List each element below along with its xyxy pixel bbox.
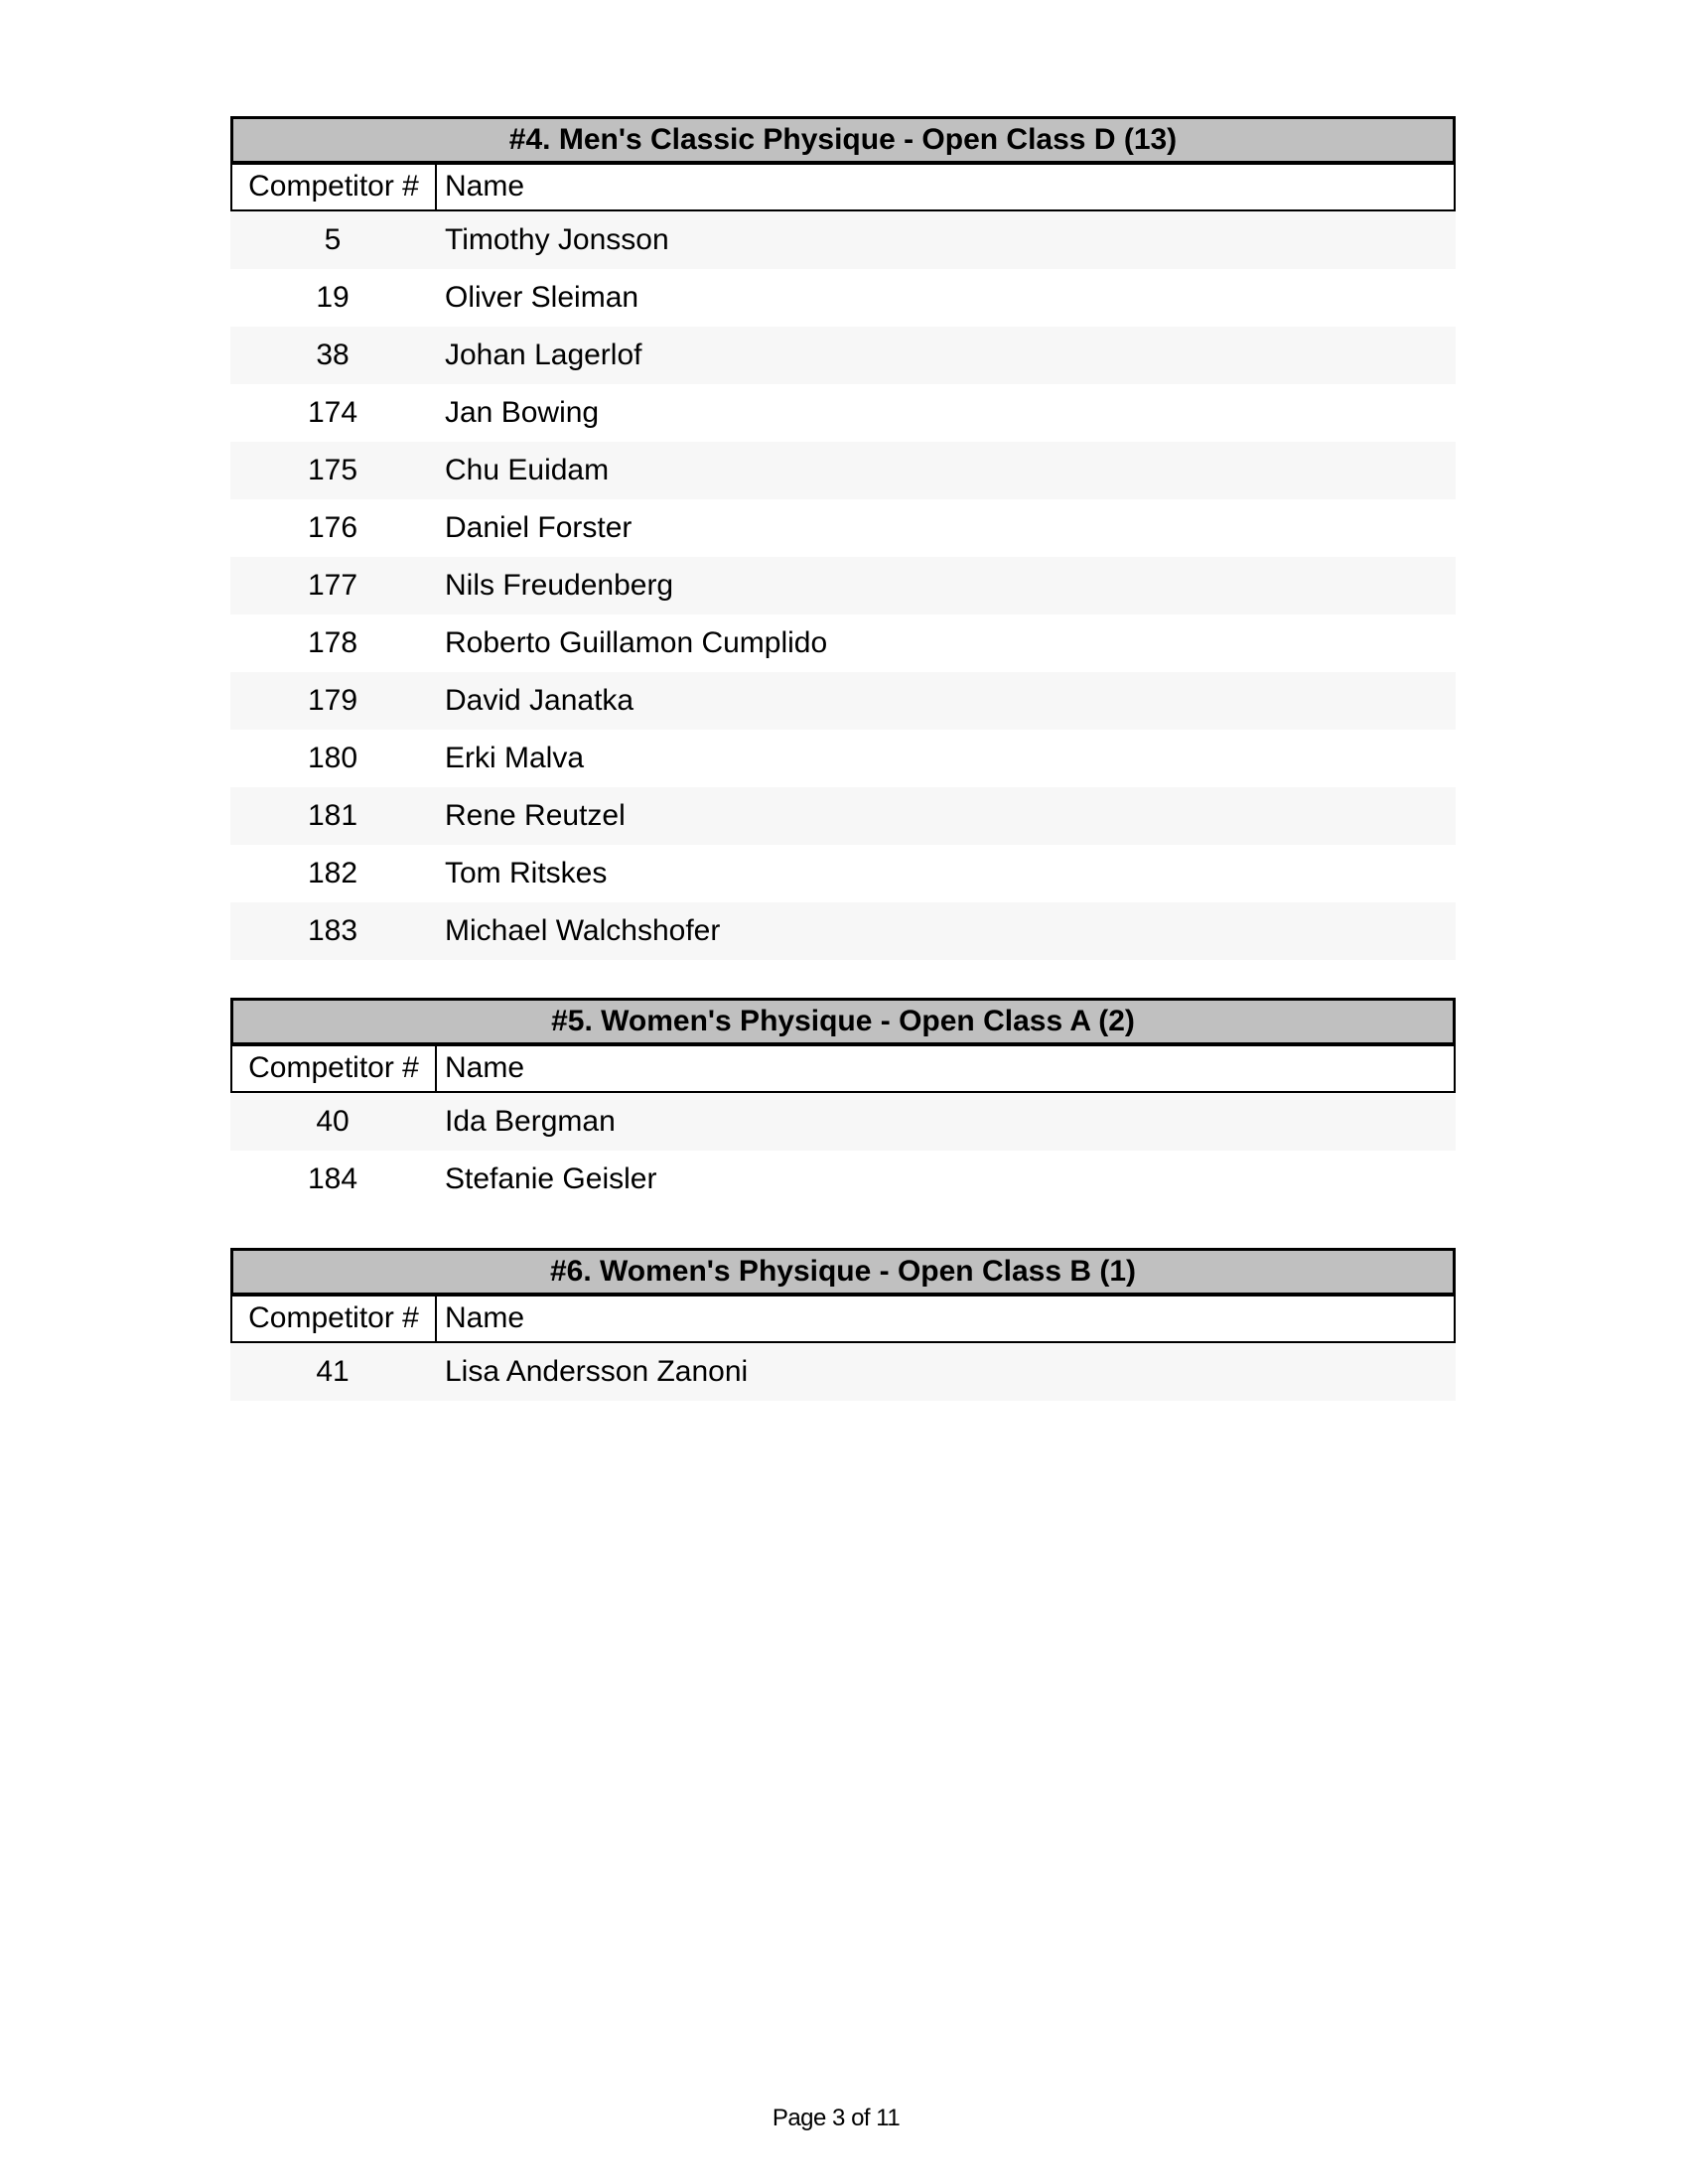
competitor-number: 184	[307, 1162, 358, 1195]
column-header-competitor-number: Competitor #	[232, 1297, 437, 1341]
competitor-number: 179	[307, 684, 358, 717]
competitor-number: 178	[307, 626, 358, 659]
competitor-name: Jan Bowing	[445, 396, 600, 429]
competitor-name: Stefanie Geisler	[445, 1162, 657, 1195]
competitor-name: Oliver Sleiman	[445, 281, 639, 314]
competitor-name: Erki Malva	[445, 742, 585, 774]
table-row	[230, 211, 1456, 269]
competitor-number: 41	[316, 1355, 350, 1388]
table-row	[230, 730, 1456, 787]
competitor-number: 181	[307, 799, 358, 832]
column-header-row	[230, 1046, 1456, 1093]
page-number: Page 3 of 11	[772, 2105, 901, 2131]
table-row	[230, 557, 1456, 614]
competitor-number: 176	[307, 511, 358, 544]
competitor-number: 177	[307, 569, 358, 602]
competitor-name: Nils Freudenberg	[445, 569, 674, 602]
competitor-name: Tom Ritskes	[445, 857, 608, 889]
competitor-name: Johan Lagerlof	[445, 339, 642, 371]
table-row	[230, 614, 1456, 672]
column-header-row	[230, 1297, 1456, 1343]
column-header-row	[230, 165, 1456, 211]
competitor-name: Timothy Jonsson	[445, 223, 669, 256]
competitor-name: David Janatka	[445, 684, 634, 717]
competitor-name: Rene Reutzel	[445, 799, 626, 832]
table-row	[230, 902, 1456, 960]
column-header-competitor-number: Competitor #	[232, 165, 437, 209]
column-header-competitor-number: Competitor #	[232, 1046, 437, 1091]
category-table-6	[230, 1248, 1456, 1401]
table-row	[230, 1093, 1456, 1151]
competitor-number: 174	[307, 396, 358, 429]
table-row	[230, 499, 1456, 557]
competitor-number: 40	[316, 1105, 350, 1138]
category-table-4	[230, 116, 1456, 960]
competitor-name: Ida Bergman	[445, 1105, 616, 1138]
competitor-number: 38	[316, 339, 350, 371]
competitor-number: 175	[307, 454, 358, 486]
competitor-number: 182	[307, 857, 358, 889]
table-row	[230, 1151, 1456, 1208]
table-body	[230, 1093, 1456, 1208]
table-row	[230, 442, 1456, 499]
competitor-name: Lisa Andersson Zanoni	[445, 1355, 749, 1388]
table-row	[230, 269, 1456, 327]
column-header-name: Name	[445, 1051, 525, 1084]
table-row	[230, 845, 1456, 902]
category-table-5	[230, 998, 1456, 1208]
competitor-number: 180	[307, 742, 358, 774]
competitor-name: Daniel Forster	[445, 511, 633, 544]
table-body	[230, 1343, 1456, 1401]
competitor-number: 5	[324, 223, 342, 256]
table-row	[230, 327, 1456, 384]
table-row	[230, 787, 1456, 845]
competitor-name: Roberto Guillamon Cumplido	[445, 626, 828, 659]
competitor-number: 183	[307, 914, 358, 947]
table-row	[230, 672, 1456, 730]
competitor-number: 19	[316, 281, 350, 314]
table-title: #6. Women's Physique - Open Class B (1)	[230, 1248, 1456, 1297]
column-header-name: Name	[445, 170, 525, 203]
column-header-name: Name	[445, 1301, 525, 1334]
table-title: #5. Women's Physique - Open Class A (2)	[230, 998, 1456, 1046]
competitor-name: Chu Euidam	[445, 454, 610, 486]
table-title: #4. Men's Classic Physique - Open Class D (13)	[230, 116, 1456, 165]
table-row	[230, 1343, 1456, 1401]
table-row	[230, 384, 1456, 442]
competitor-name: Michael Walchshofer	[445, 914, 721, 947]
table-body	[230, 211, 1456, 960]
